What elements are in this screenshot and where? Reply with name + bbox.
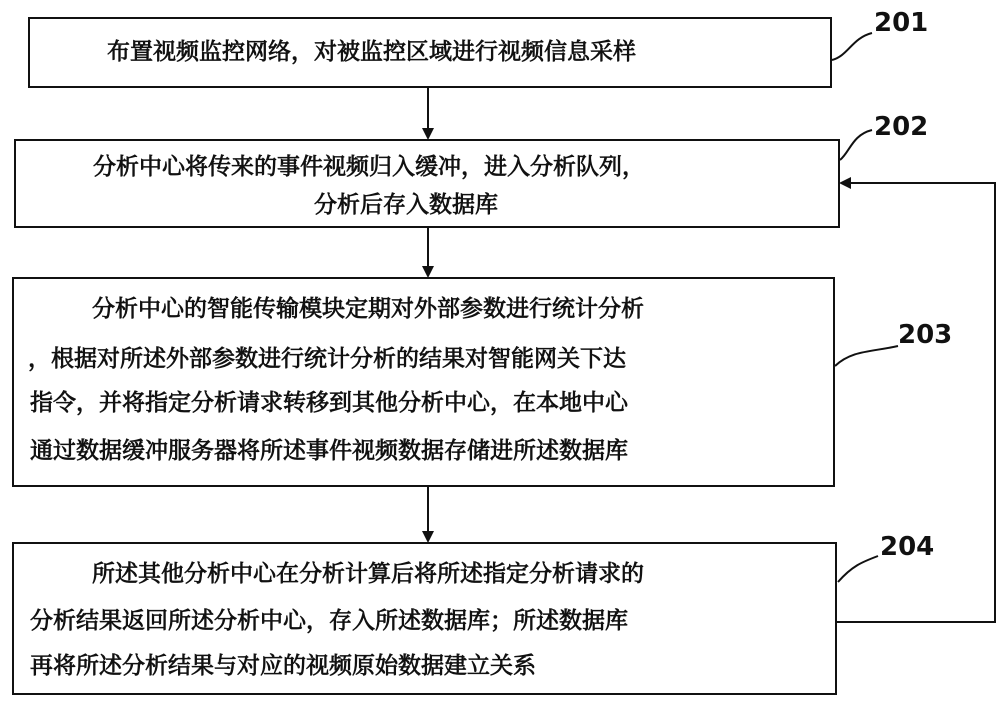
step-label-203: 203 xyxy=(898,320,953,350)
step-202-text-line-2: 分析后存入数据库 xyxy=(314,192,498,218)
leader-line-204 xyxy=(838,556,878,582)
step-202-text-line-1: 分析中心将传来的事件视频归入缓冲，进入分析队列， xyxy=(93,154,645,180)
leader-line-201 xyxy=(832,33,872,60)
step-label-201: 201 xyxy=(874,8,929,38)
leader-line-202 xyxy=(840,130,872,160)
step-label-202: 202 xyxy=(874,112,929,142)
step-204-text-line-3: 再将所述分析结果与对应的视频原始数据建立关系 xyxy=(30,653,536,679)
step-203-text-line-1: 分析中心的智能传输模块定期对外部参数进行统计分析 xyxy=(92,296,644,322)
step-204-text-line-1: 所述其他分析中心在分析计算后将所述指定分析请求的 xyxy=(92,561,644,587)
step-203-text-line-4: 通过数据缓冲服务器将所述事件视频数据存储进所述数据库 xyxy=(30,438,628,464)
leader-line-203 xyxy=(835,346,898,366)
step-203-text-line-2: ，根据对所述外部参数进行统计分析的结果对智能网关下达 xyxy=(28,346,626,372)
step-204-text-line-2: 分析结果返回所述分析中心，存入所述数据库；所述数据库 xyxy=(30,608,628,634)
step-label-204: 204 xyxy=(880,532,935,562)
step-201-text-line-1: 布置视频监控网络，对被监控区域进行视频信息采样 xyxy=(107,39,636,65)
step-203-text-line-3: 指令，并将指定分析请求转移到其他分析中心，在本地中心 xyxy=(30,390,628,416)
